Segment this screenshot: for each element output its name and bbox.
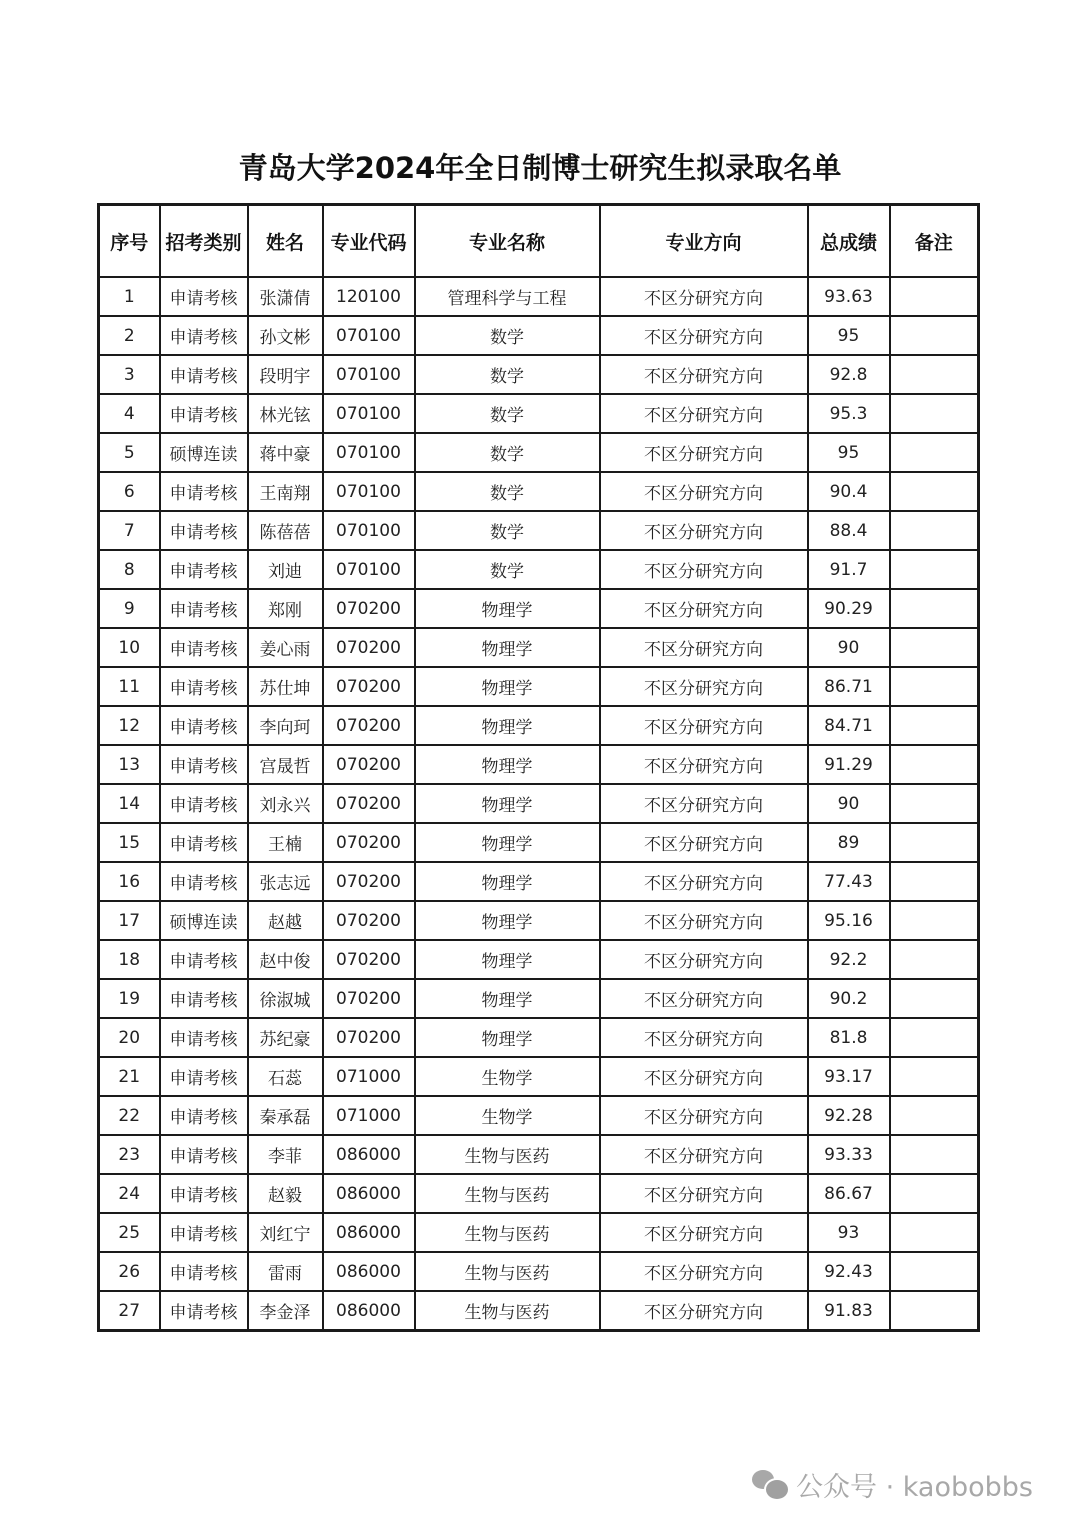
cell-category: 申请考核 [160, 394, 248, 433]
cell-total-score: 93.63 [808, 277, 890, 316]
cell-remarks [890, 355, 979, 394]
cell-total-score: 90 [808, 628, 890, 667]
cell-direction: 不区分研究方向 [600, 1213, 808, 1252]
cell-category: 申请考核 [160, 316, 248, 355]
table-row [99, 277, 979, 316]
cell-total-score: 92.8 [808, 355, 890, 394]
cell-major-code: 070100 [323, 550, 415, 589]
cell-major-code: 070200 [323, 940, 415, 979]
cell-direction: 不区分研究方向 [600, 628, 808, 667]
cell-name: 刘迪 [248, 550, 323, 589]
cell-major-name: 物理学 [415, 745, 600, 784]
cell-major-name: 生物与医药 [415, 1252, 600, 1291]
cell-total-score: 95 [808, 433, 890, 472]
table-row [99, 784, 979, 823]
cell-category: 申请考核 [160, 1174, 248, 1213]
cell-direction: 不区分研究方向 [600, 1135, 808, 1174]
cell-category: 申请考核 [160, 1213, 248, 1252]
cell-direction: 不区分研究方向 [600, 1291, 808, 1331]
cell-remarks [890, 1135, 979, 1174]
cell-total-score: 95.16 [808, 901, 890, 940]
cell-index: 10 [99, 628, 160, 667]
cell-total-score: 90.4 [808, 472, 890, 511]
cell-major-name: 物理学 [415, 628, 600, 667]
cell-major-code: 070100 [323, 511, 415, 550]
cell-major-code: 070200 [323, 823, 415, 862]
cell-name: 李向珂 [248, 706, 323, 745]
cell-index: 14 [99, 784, 160, 823]
cell-name: 李菲 [248, 1135, 323, 1174]
cell-total-score: 91.83 [808, 1291, 890, 1331]
table-row [99, 823, 979, 862]
column-header-remarks: 备注 [890, 205, 979, 278]
cell-remarks [890, 433, 979, 472]
cell-major-name: 生物与医药 [415, 1213, 600, 1252]
column-header-total-score: 总成绩 [808, 205, 890, 278]
cell-direction: 不区分研究方向 [600, 706, 808, 745]
cell-category: 申请考核 [160, 628, 248, 667]
cell-index: 6 [99, 472, 160, 511]
cell-total-score: 95.3 [808, 394, 890, 433]
cell-major-name: 生物与医药 [415, 1135, 600, 1174]
cell-direction: 不区分研究方向 [600, 1018, 808, 1057]
table-row [99, 862, 979, 901]
cell-remarks [890, 1057, 979, 1096]
cell-index: 3 [99, 355, 160, 394]
cell-major-code: 070200 [323, 901, 415, 940]
cell-total-score: 90.2 [808, 979, 890, 1018]
cell-major-name: 生物学 [415, 1096, 600, 1135]
cell-index: 22 [99, 1096, 160, 1135]
table-row [99, 1096, 979, 1135]
cell-total-score: 77.43 [808, 862, 890, 901]
cell-direction: 不区分研究方向 [600, 862, 808, 901]
cell-direction: 不区分研究方向 [600, 472, 808, 511]
cell-category: 申请考核 [160, 979, 248, 1018]
cell-total-score: 86.67 [808, 1174, 890, 1213]
cell-category: 申请考核 [160, 1291, 248, 1331]
watermark-text: 公众号 · kaobobbs [796, 1471, 1033, 1503]
table-row [99, 1174, 979, 1213]
cell-major-name: 生物与医药 [415, 1174, 600, 1213]
cell-category: 申请考核 [160, 784, 248, 823]
cell-major-code: 070100 [323, 355, 415, 394]
cell-total-score: 86.71 [808, 667, 890, 706]
cell-major-name: 物理学 [415, 979, 600, 1018]
cell-major-code: 070200 [323, 667, 415, 706]
table-row [99, 511, 979, 550]
cell-direction: 不区分研究方向 [600, 550, 808, 589]
cell-remarks [890, 628, 979, 667]
table-row [99, 316, 979, 355]
cell-name: 姜心雨 [248, 628, 323, 667]
cell-remarks [890, 1291, 979, 1331]
cell-index: 13 [99, 745, 160, 784]
cell-direction: 不区分研究方向 [600, 277, 808, 316]
cell-name: 王南翔 [248, 472, 323, 511]
cell-direction: 不区分研究方向 [600, 901, 808, 940]
cell-total-score: 93 [808, 1213, 890, 1252]
cell-index: 9 [99, 589, 160, 628]
cell-remarks [890, 940, 979, 979]
cell-category: 申请考核 [160, 862, 248, 901]
cell-name: 刘永兴 [248, 784, 323, 823]
cell-direction: 不区分研究方向 [600, 355, 808, 394]
cell-name: 孙文彬 [248, 316, 323, 355]
cell-category: 申请考核 [160, 472, 248, 511]
table-row [99, 589, 979, 628]
cell-major-code: 070200 [323, 745, 415, 784]
cell-remarks [890, 394, 979, 433]
cell-category: 申请考核 [160, 706, 248, 745]
watermark [752, 1466, 1033, 1502]
cell-major-code: 070100 [323, 394, 415, 433]
cell-index: 27 [99, 1291, 160, 1331]
cell-name: 徐淑城 [248, 979, 323, 1018]
cell-direction: 不区分研究方向 [600, 745, 808, 784]
wechat-icon [752, 1468, 788, 1500]
cell-category: 申请考核 [160, 1135, 248, 1174]
table-row [99, 1252, 979, 1291]
column-header-major-name: 专业名称 [415, 205, 600, 278]
cell-major-name: 物理学 [415, 784, 600, 823]
cell-total-score: 91.7 [808, 550, 890, 589]
cell-total-score: 92.28 [808, 1096, 890, 1135]
cell-major-name: 数学 [415, 394, 600, 433]
cell-total-score: 81.8 [808, 1018, 890, 1057]
table-row [99, 1057, 979, 1096]
cell-name: 苏纪豪 [248, 1018, 323, 1057]
cell-category: 申请考核 [160, 277, 248, 316]
cell-direction: 不区分研究方向 [600, 394, 808, 433]
cell-major-name: 数学 [415, 550, 600, 589]
cell-category: 申请考核 [160, 823, 248, 862]
cell-total-score: 88.4 [808, 511, 890, 550]
cell-direction: 不区分研究方向 [600, 511, 808, 550]
cell-major-code: 070200 [323, 979, 415, 1018]
cell-direction: 不区分研究方向 [600, 589, 808, 628]
cell-direction: 不区分研究方向 [600, 1174, 808, 1213]
cell-name: 石蕊 [248, 1057, 323, 1096]
cell-major-name: 物理学 [415, 940, 600, 979]
cell-category: 申请考核 [160, 1057, 248, 1096]
cell-major-name: 物理学 [415, 862, 600, 901]
column-header-direction: 专业方向 [600, 205, 808, 278]
cell-index: 11 [99, 667, 160, 706]
cell-major-name: 管理科学与工程 [415, 277, 600, 316]
cell-major-name: 物理学 [415, 589, 600, 628]
cell-direction: 不区分研究方向 [600, 1057, 808, 1096]
cell-total-score: 93.17 [808, 1057, 890, 1096]
cell-name: 雷雨 [248, 1252, 323, 1291]
cell-category: 申请考核 [160, 1096, 248, 1135]
cell-category: 申请考核 [160, 1252, 248, 1291]
cell-category: 申请考核 [160, 745, 248, 784]
cell-major-code: 070200 [323, 784, 415, 823]
cell-name: 陈蓓蓓 [248, 511, 323, 550]
cell-name: 张潇倩 [248, 277, 323, 316]
table-row [99, 1291, 979, 1331]
cell-name: 刘红宁 [248, 1213, 323, 1252]
table-row [99, 706, 979, 745]
cell-remarks [890, 706, 979, 745]
cell-name: 苏仕坤 [248, 667, 323, 706]
cell-direction: 不区分研究方向 [600, 979, 808, 1018]
cell-direction: 不区分研究方向 [600, 940, 808, 979]
cell-category: 申请考核 [160, 940, 248, 979]
cell-name: 王楠 [248, 823, 323, 862]
table-row [99, 1018, 979, 1057]
cell-index: 5 [99, 433, 160, 472]
cell-index: 17 [99, 901, 160, 940]
cell-direction: 不区分研究方向 [600, 1252, 808, 1291]
cell-major-name: 数学 [415, 472, 600, 511]
cell-total-score: 90 [808, 784, 890, 823]
cell-category: 申请考核 [160, 550, 248, 589]
cell-major-code: 070200 [323, 628, 415, 667]
cell-major-name: 数学 [415, 316, 600, 355]
cell-category: 申请考核 [160, 589, 248, 628]
table-row [99, 901, 979, 940]
cell-major-code: 120100 [323, 277, 415, 316]
cell-index: 15 [99, 823, 160, 862]
cell-index: 16 [99, 862, 160, 901]
cell-name: 李金泽 [248, 1291, 323, 1331]
cell-major-code: 070200 [323, 706, 415, 745]
cell-remarks [890, 979, 979, 1018]
cell-major-code: 086000 [323, 1252, 415, 1291]
cell-index: 8 [99, 550, 160, 589]
table-row [99, 394, 979, 433]
admission-table [97, 203, 980, 1332]
cell-remarks [890, 1213, 979, 1252]
cell-major-name: 数学 [415, 511, 600, 550]
cell-direction: 不区分研究方向 [600, 316, 808, 355]
cell-major-code: 071000 [323, 1057, 415, 1096]
cell-major-code: 070100 [323, 433, 415, 472]
cell-index: 21 [99, 1057, 160, 1096]
cell-direction: 不区分研究方向 [600, 1096, 808, 1135]
cell-total-score: 90.29 [808, 589, 890, 628]
cell-category: 硕博连读 [160, 433, 248, 472]
cell-index: 7 [99, 511, 160, 550]
cell-name: 段明宇 [248, 355, 323, 394]
cell-index: 25 [99, 1213, 160, 1252]
cell-major-name: 物理学 [415, 706, 600, 745]
cell-major-code: 070200 [323, 589, 415, 628]
cell-name: 秦承磊 [248, 1096, 323, 1135]
cell-index: 18 [99, 940, 160, 979]
cell-total-score: 89 [808, 823, 890, 862]
cell-name: 宫晟哲 [248, 745, 323, 784]
cell-direction: 不区分研究方向 [600, 784, 808, 823]
cell-index: 26 [99, 1252, 160, 1291]
cell-major-code: 086000 [323, 1135, 415, 1174]
cell-name: 赵越 [248, 901, 323, 940]
cell-name: 赵毅 [248, 1174, 323, 1213]
cell-category: 申请考核 [160, 667, 248, 706]
cell-remarks [890, 550, 979, 589]
cell-major-code: 071000 [323, 1096, 415, 1135]
cell-name: 赵中俊 [248, 940, 323, 979]
cell-remarks [890, 589, 979, 628]
cell-major-code: 086000 [323, 1291, 415, 1331]
cell-index: 23 [99, 1135, 160, 1174]
table-row [99, 1213, 979, 1252]
cell-total-score: 93.33 [808, 1135, 890, 1174]
cell-major-code: 070100 [323, 316, 415, 355]
cell-remarks [890, 823, 979, 862]
cell-name: 张志远 [248, 862, 323, 901]
cell-category: 申请考核 [160, 355, 248, 394]
cell-name: 郑刚 [248, 589, 323, 628]
table-row [99, 550, 979, 589]
cell-index: 1 [99, 277, 160, 316]
table-row [99, 940, 979, 979]
column-header-major-code: 专业代码 [323, 205, 415, 278]
cell-direction: 不区分研究方向 [600, 823, 808, 862]
table-header-row [99, 205, 979, 278]
cell-index: 20 [99, 1018, 160, 1057]
cell-major-code: 070200 [323, 1018, 415, 1057]
cell-remarks [890, 1018, 979, 1057]
cell-major-name: 数学 [415, 355, 600, 394]
cell-index: 12 [99, 706, 160, 745]
table-row [99, 1135, 979, 1174]
cell-major-name: 物理学 [415, 823, 600, 862]
cell-total-score: 91.29 [808, 745, 890, 784]
cell-remarks [890, 667, 979, 706]
cell-major-code: 086000 [323, 1174, 415, 1213]
cell-category: 申请考核 [160, 511, 248, 550]
column-header-category: 招考类别 [160, 205, 248, 278]
table-row [99, 472, 979, 511]
cell-index: 19 [99, 979, 160, 1018]
cell-remarks [890, 1096, 979, 1135]
cell-major-name: 物理学 [415, 1018, 600, 1057]
table-row [99, 628, 979, 667]
cell-major-name: 数学 [415, 433, 600, 472]
cell-index: 2 [99, 316, 160, 355]
cell-remarks [890, 862, 979, 901]
table-row [99, 979, 979, 1018]
cell-remarks [890, 745, 979, 784]
cell-major-name: 物理学 [415, 901, 600, 940]
cell-remarks [890, 511, 979, 550]
cell-major-code: 070200 [323, 862, 415, 901]
cell-remarks [890, 316, 979, 355]
cell-total-score: 92.43 [808, 1252, 890, 1291]
cell-category: 申请考核 [160, 1018, 248, 1057]
table-row [99, 355, 979, 394]
cell-remarks [890, 472, 979, 511]
cell-major-code: 086000 [323, 1213, 415, 1252]
page-title: 青岛大学2024年全日制博士研究生拟录取名单 [238, 151, 842, 185]
cell-index: 24 [99, 1174, 160, 1213]
cell-total-score: 95 [808, 316, 890, 355]
cell-name: 林光铉 [248, 394, 323, 433]
column-header-name: 姓名 [248, 205, 323, 278]
cell-direction: 不区分研究方向 [600, 433, 808, 472]
cell-major-code: 070100 [323, 472, 415, 511]
cell-remarks [890, 277, 979, 316]
cell-major-name: 生物与医药 [415, 1291, 600, 1331]
cell-remarks [890, 1252, 979, 1291]
cell-direction: 不区分研究方向 [600, 667, 808, 706]
cell-major-name: 生物学 [415, 1057, 600, 1096]
cell-category: 硕博连读 [160, 901, 248, 940]
cell-name: 蒋中豪 [248, 433, 323, 472]
cell-remarks [890, 784, 979, 823]
cell-index: 4 [99, 394, 160, 433]
table-row [99, 745, 979, 784]
cell-remarks [890, 901, 979, 940]
column-header-index: 序号 [99, 205, 160, 278]
cell-remarks [890, 1174, 979, 1213]
cell-total-score: 84.71 [808, 706, 890, 745]
table-row [99, 433, 979, 472]
cell-major-name: 物理学 [415, 667, 600, 706]
cell-total-score: 92.2 [808, 940, 890, 979]
table-row [99, 667, 979, 706]
